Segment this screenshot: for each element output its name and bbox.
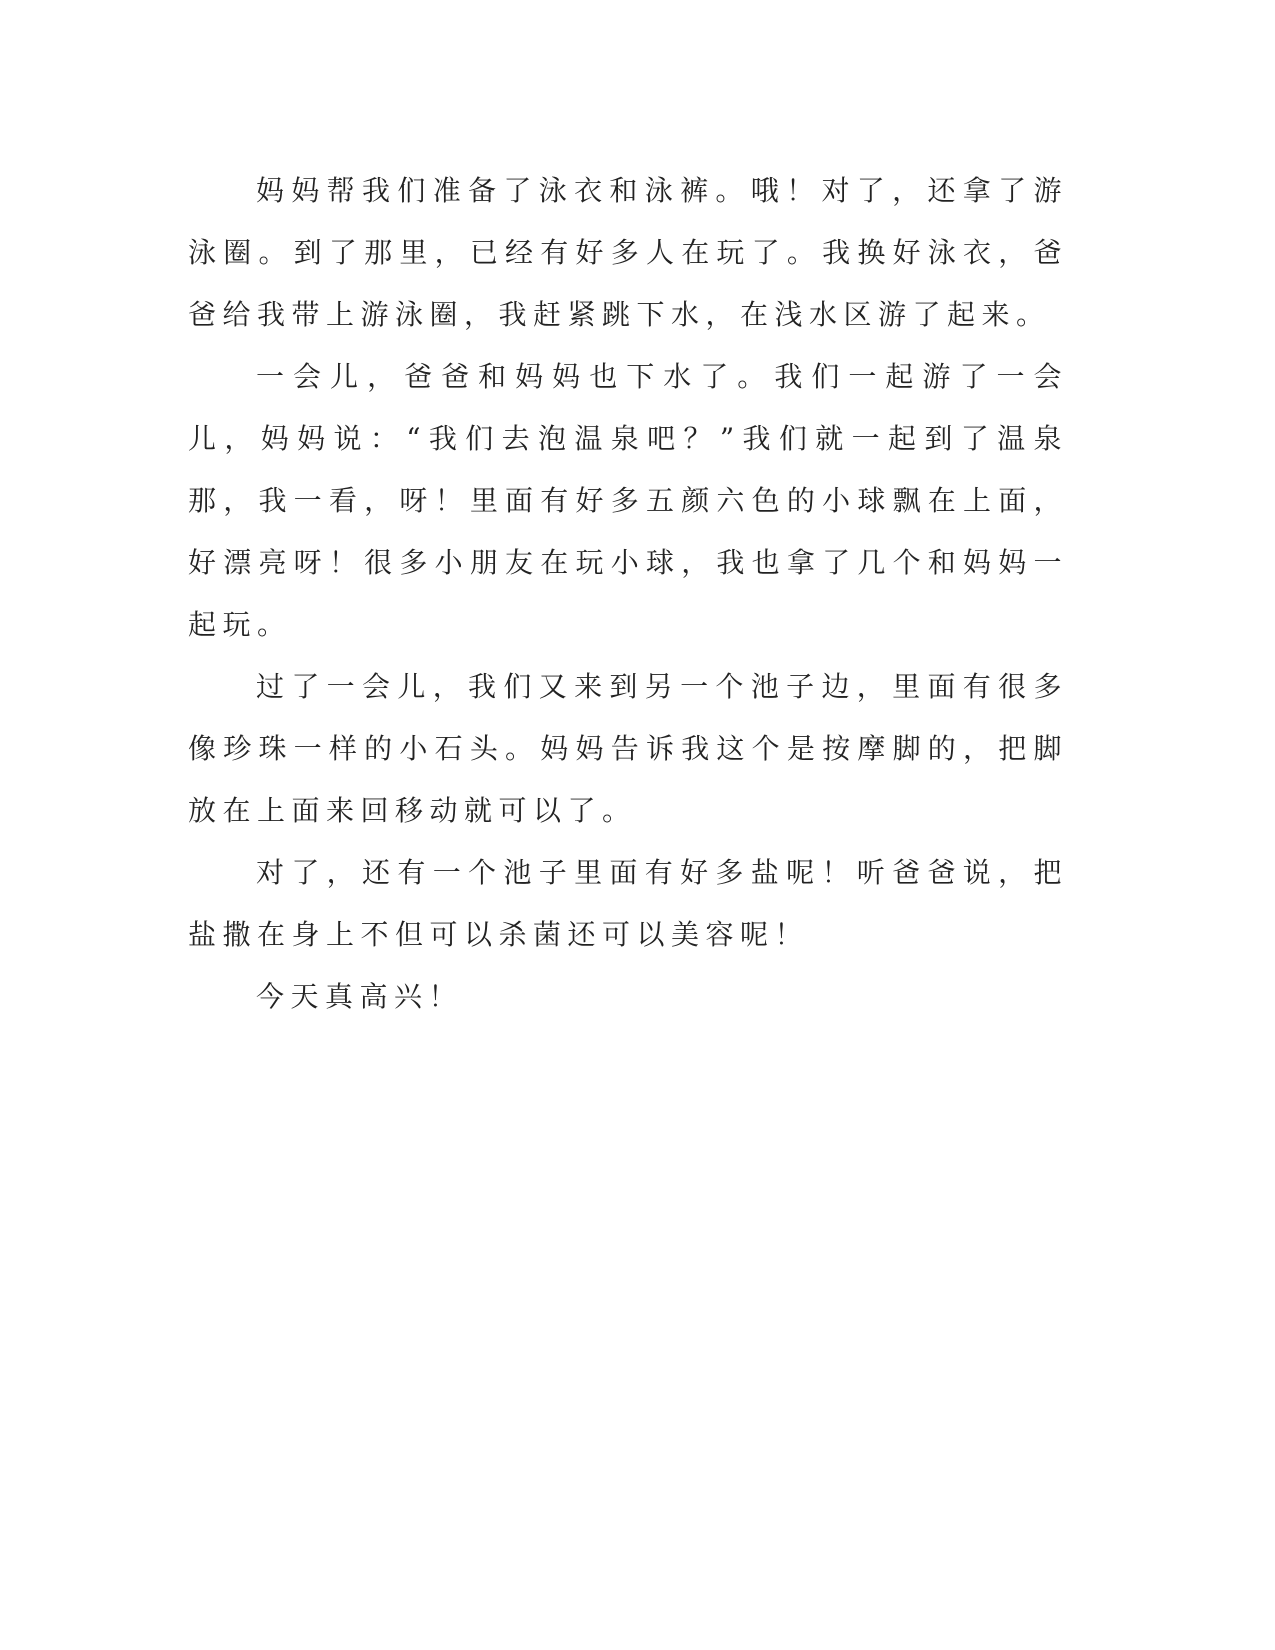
paragraph-2: 一会儿，爸爸和妈妈也下水了。我们一起游了一会儿，妈妈说：“我们去泡温泉吧？”我们就一起到了温泉那，我一看，呀！里面有好多五颜六色的小球飘在上面，好漂亮呀！很多小朋友在玩小球，我也拿了几个和妈妈一起玩。 — [188, 360, 1068, 641]
paragraph-4: 对了，还有一个池子里面有好多盐呢！听爸爸说，把盐撒在身上不但可以杀菌还可以美容呢！ — [188, 856, 1068, 951]
paragraph-5: 今天真高兴！ — [256, 980, 464, 1013]
document-body — [188, 160, 1068, 1028]
paragraph-1: 妈妈帮我们准备了泳衣和泳裤。哦！对了，还拿了游泳圈。到了那里，已经有好多人在玩了。我换好泳衣，爸爸给我带上游泳圈，我赶紧跳下水，在浅水区游了起来。 — [188, 174, 1068, 331]
paragraph-3: 过了一会儿，我们又来到另一个池子边，里面有很多像珍珠一样的小石头。妈妈告诉我这个是按摩脚的，把脚放在上面来回移动就可以了。 — [188, 670, 1068, 827]
